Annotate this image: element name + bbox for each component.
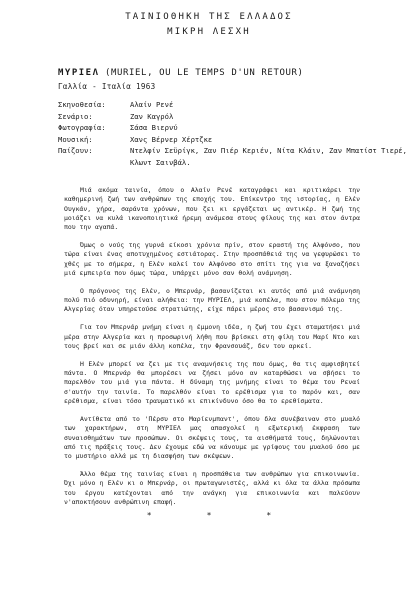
film-title-line (58, 68, 304, 78)
header-org-name: ΤΑΙΝΙΟΘΗΚΗ ΤΗΣ ΕΛΛΑΔΟΣ (125, 12, 293, 22)
asterisk-mark: * (146, 511, 152, 520)
credit-role: Σενάριο: (58, 111, 93, 121)
credit-row (58, 145, 418, 168)
film-title: ΜΥΡΙΕΛ (58, 68, 100, 78)
asterisk-mark: * (266, 511, 272, 520)
credit-role: Παίζουν: (58, 146, 93, 156)
credit-row (58, 122, 418, 134)
end-marks (0, 511, 418, 520)
asterisk-mark: * (206, 511, 212, 520)
credit-role: Σκηνοθεσία: (58, 100, 106, 109)
film-country-year: Γαλλία - Ιταλία 1963 (58, 82, 156, 91)
credit-row (58, 134, 418, 146)
credit-row (58, 99, 418, 111)
credit-role: Μουσική: (58, 134, 93, 144)
film-original-title: (MURIEL, OU LE TEMPS D'UN RETOUR) (104, 68, 304, 78)
header-club-name: ΜΙΚΡΗ ΛΕΣΧΗ (167, 27, 251, 37)
article-body (64, 186, 360, 516)
paragraph: Ο πρόγονος της Ελέν, ο Μπερνάρ, βασανίζεται κι αυτός από μιά ανάμνηση πολύ πιό οδυνηρή, είναι αλήθεια: την ΜΥΡΙΕΛ, μιά κοπέλα, που στον πόλεμο της Αλγερίας όταν υπηρετούσε στρατιώτης, είχε πάρει μέρος στο βασανισμό της. (64, 286, 360, 314)
credits-block (58, 99, 418, 169)
credit-names: Σάσα Βιερνύ (130, 123, 178, 133)
credit-names: Ζαν Καγρόλ (130, 111, 174, 121)
paragraph: Μιά ακόμα ταινία, όπου ο Αλαίν Ρενέ καταγράφει και κριτικάρει την καθημερινή ζωή των ανθρώπων της εποχής του. Επίκεντρο της ιστορίας, η Ελέν Ουγκάν, χήρα, σαράντα χρόνων, που ζει κι εργάζεται ως αντικέρ. Η ζωή της μοιάζει να κυλά ικανοποιητικά ήρεμη ανάμεσα στους φίλους της και στον άντρα που την αγαπά. (64, 186, 360, 232)
paragraph: Όμως ο νούς της γυρνά είκοσι χρόνια πρίν, στον εραστή της Αλφόνσο, που τώρα είναι ένας αποτυχημένος εστιάτορας. Στην προσπάθειά της να γεφυρώσει το χθές με το σήμερα, η Ελέν καλεί τον Αλφόνσο στο σπίτι της για να ξαναζήσει μιά εμπειρία που όμως τώρα, υπάρχει μόνο σαν θολή ανάμνηση. (64, 241, 360, 277)
paragraph: Για τον Μπερνάρ μνήμη είναι η έμμονη ιδέα, η ζωή του έχει σταματήσει μιά μέρα στην Αλγερία και η προσωρινή λήθη που βρίσκει στη φίλη του Μαρί Ντο και τους βρεί και σε μιάν άλλη κοπέλα, την Φρανσουάζ, δεν του αρκεί. (64, 323, 360, 350)
paragraph: Άλλο θέμα της ταινίας είναι η προσπάθεια των ανθρώπων για επικοινωνία. Όχι μόνο η Ελέν κι ο Μπερνάρ, οι πρωταγωνιστές, αλλά κι όλα τα άλλα πρόσωπα του έργου κατέχονται από την ανάγκη για επικοινωνία και παλεύουν ν'αποκτήσουν ανθρώπινη επαφή. (64, 469, 360, 506)
credit-row (58, 111, 418, 123)
credit-role: Φωτογραφία: (58, 123, 106, 133)
paragraph: Αντίθετα από το 'Πέρσυ στο Μαρίενμπαντ', όπου δλα συνέβαιναν στο μυαλό των χαρακτήρων, στη ΜΥΡΙΕΛ μας απασχολεί η εξωτερική έκφραση των συναισθημάτων των προσώπων. Οι σκέψεις τους, τα αισθήματά τους, δηλώνονται από τις πράξεις τους. Δεν έχουμε εδώ να κάνουμε με γρίφους του μυαλού όσο με το μυστήριο αλλά με τη διασφήση των σκέψεων. (64, 414, 360, 461)
credit-names: Αλαίν Ρενέ (130, 100, 174, 109)
credit-names: Ντελφίν Σεϋρίγκ, Ζαν Πιέρ Κεριέν, Νίτα Κλάιν, Ζαν Μπατίστ Τιερέ, Κλωντ Σαινβάλ. (130, 146, 407, 167)
paragraph: Η Ελέν μπορεί να ζει με τις αναμνήσεις της που όμως, θα τις αμφισβητεί πάντα. Ο Μπερνάρ θα μπορέσει να ζήσει μόνο αν καταρθώσει να σβήσει το παρελθόν του μιά για πάντα. Η δύναμη της μνήμης είναι το θέμα του Ρεναί σ'αυτήν την ταινία. Το παρελθόν είναι το ερέθισμα για το παρόν και, σαν ερέθισμα, είναι τόσο τραυματικό κι επικίνδυνο όσο θα το ερεθίσματα. (64, 359, 360, 406)
credit-names: Χανς Βέρνερ Χέρτζκε (130, 134, 213, 144)
